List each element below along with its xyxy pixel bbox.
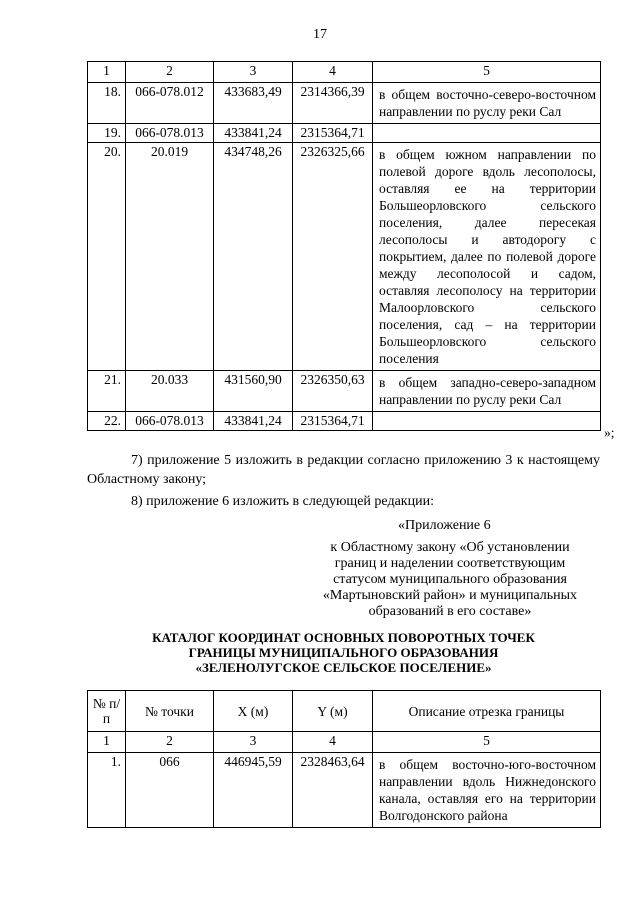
column-number: 1 bbox=[88, 732, 126, 753]
catalog-title bbox=[87, 630, 600, 675]
table-row bbox=[88, 753, 601, 828]
catalog-title-line: ГРАНИЦЫ МУНИЦИПАЛЬНОГО ОБРАЗОВАНИЯ bbox=[188, 645, 499, 660]
y-coordinate: 2326325,66 bbox=[293, 143, 373, 371]
paragraph-7: 7) приложение 5 изложить в редакции согласно приложению 3 к настоящему Областному закону; bbox=[87, 453, 600, 487]
page-number: 17 bbox=[313, 27, 327, 42]
y-coordinate: 2315364,71 bbox=[293, 124, 373, 143]
appendix-caption-line: границ и наделении соответствующим bbox=[334, 556, 566, 571]
table-row bbox=[88, 124, 601, 143]
y-coordinate: 2314366,39 bbox=[293, 83, 373, 124]
row-index: 20. bbox=[88, 143, 126, 371]
x-coordinate: 433841,24 bbox=[214, 412, 293, 431]
paragraph-8: 8) приложение 6 изложить в следующей редакции: bbox=[131, 494, 434, 509]
point-id: 20.019 bbox=[126, 143, 214, 371]
x-coordinate: 431560,90 bbox=[214, 371, 293, 412]
header-description: Описание отрезка границы bbox=[373, 691, 601, 732]
appendix-caption-line: «Мартыновский район» и муниципальных bbox=[322, 588, 578, 603]
column-number: 5 bbox=[373, 732, 601, 753]
row-index: 22. bbox=[88, 412, 126, 431]
column-number: 3 bbox=[214, 62, 293, 83]
header-x: X (м) bbox=[214, 691, 293, 732]
row-index: 19. bbox=[88, 124, 126, 143]
header-row-number: № п/п bbox=[88, 691, 126, 732]
appendix-caption-line: к Областному закону «Об установлении bbox=[330, 540, 570, 555]
row-index: 21. bbox=[88, 371, 126, 412]
x-coordinate: 434748,26 bbox=[214, 143, 293, 371]
boundary-coordinates-table-continued bbox=[87, 61, 601, 431]
catalog-title-line: КАТАЛОГ КООРДИНАТ ОСНОВНЫХ ПОВОРОТНЫХ ТОЧЕК bbox=[152, 630, 535, 645]
y-coordinate: 2315364,71 bbox=[293, 412, 373, 431]
appendix-title: «Приложение 6 bbox=[398, 518, 491, 533]
column-number: 3 bbox=[214, 732, 293, 753]
column-number: 4 bbox=[293, 62, 373, 83]
point-id: 066-078.012 bbox=[126, 83, 214, 124]
header-y: Y (м) bbox=[293, 691, 373, 732]
column-number: 2 bbox=[126, 732, 214, 753]
segment-description: в общем южном направлении по полевой дороге вдоль лесополосы, оставляя ее на территории Большеорловского сельского поселения, далее пересекая лесополосы и автодорогу с покрытием, далее по полевой дороге между лесополосой и садом, оставляя лесополосу на территории Малоорловского сельского поселения, сад – на территории Большеорловского сельского поселения bbox=[373, 143, 601, 371]
x-coordinate: 433841,24 bbox=[214, 124, 293, 143]
segment-description: в общем восточно-юго-восточном направлении вдоль Нижнедонского канала, оставляя его на территории Волгодонского района bbox=[373, 753, 601, 828]
closing-quote: »; bbox=[604, 425, 615, 440]
table-row bbox=[88, 83, 601, 124]
y-coordinate: 2328463,64 bbox=[293, 753, 373, 828]
row-index: 18. bbox=[88, 83, 126, 124]
table-header-row bbox=[88, 691, 601, 732]
column-number-row bbox=[88, 62, 601, 83]
column-number: 5 bbox=[373, 62, 601, 83]
boundary-coordinates-table bbox=[87, 690, 601, 828]
point-id: 066-078.013 bbox=[126, 412, 214, 431]
appendix-caption-line: статусом муниципального образования bbox=[333, 572, 567, 587]
table-row bbox=[88, 371, 601, 412]
segment-description: в общем западно-северо-западном направлении по руслу реки Сал bbox=[373, 371, 601, 412]
y-coordinate: 2326350,63 bbox=[293, 371, 373, 412]
point-id: 066 bbox=[126, 753, 214, 828]
column-number-row bbox=[88, 732, 601, 753]
x-coordinate: 446945,59 bbox=[214, 753, 293, 828]
catalog-title-line: «ЗЕЛЕНОЛУГСКОЕ СЕЛЬСКОЕ ПОСЕЛЕНИЕ» bbox=[195, 660, 492, 675]
column-number: 4 bbox=[293, 732, 373, 753]
point-id: 066-078.013 bbox=[126, 124, 214, 143]
table-row bbox=[88, 143, 601, 371]
segment-description bbox=[373, 124, 601, 143]
column-number: 2 bbox=[126, 62, 214, 83]
row-index: 1. bbox=[88, 753, 126, 828]
header-point-number: № точки bbox=[126, 691, 214, 732]
appendix-caption-line: образований в его составе» bbox=[368, 604, 532, 619]
column-number: 1 bbox=[88, 62, 126, 83]
point-id: 20.033 bbox=[126, 371, 214, 412]
x-coordinate: 433683,49 bbox=[214, 83, 293, 124]
segment-description bbox=[373, 412, 601, 431]
segment-description: в общем восточно-северо-восточном направлении по руслу реки Сал bbox=[373, 83, 601, 124]
table-row bbox=[88, 412, 601, 431]
